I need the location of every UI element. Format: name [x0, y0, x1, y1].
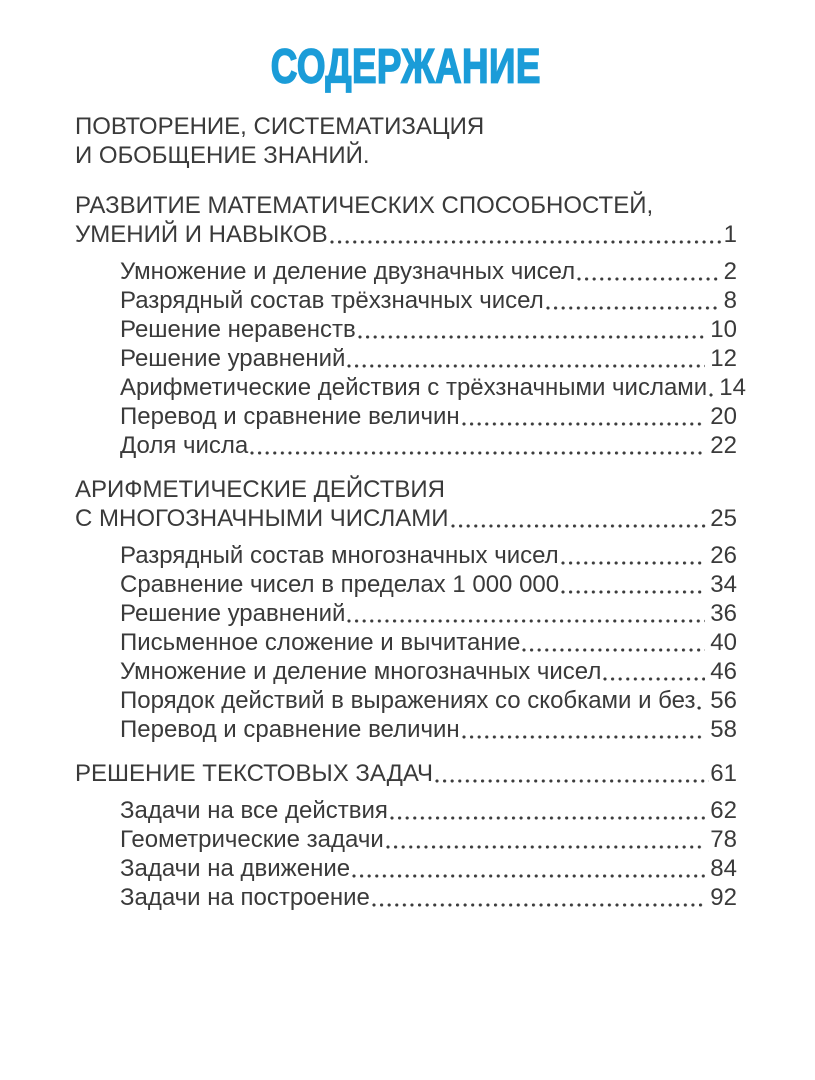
toc-entry: [75, 570, 737, 599]
section-page-number: 61: [710, 760, 737, 787]
section-items: [75, 541, 737, 744]
toc-entry: [75, 599, 737, 628]
toc-section-intro: [75, 112, 737, 170]
toc-entry-page: 58: [710, 716, 737, 743]
toc-entry-page: 26: [710, 542, 737, 569]
toc-entry-label: Геометрические задачи: [120, 826, 384, 853]
dot-leader: [460, 715, 711, 744]
toc-entry-page: 34: [710, 571, 737, 598]
dot-leader: [433, 759, 710, 788]
section-items: [75, 257, 746, 460]
toc-entry-page: 10: [710, 316, 737, 343]
toc-entry-label: Порядок действий в выражениях со скобками и без: [120, 687, 696, 714]
toc-entry-page: 78: [710, 826, 737, 853]
toc-section-zadachi: [75, 759, 737, 912]
toc-entry: [75, 686, 737, 715]
dot-leader: [384, 825, 711, 854]
dot-leader: [544, 286, 724, 315]
toc-entry-label: Разрядный состав многозначных чисел: [120, 542, 559, 569]
toc-entry-label: Задачи на все действия: [120, 797, 388, 824]
section-heading-line: [75, 759, 737, 788]
dot-leader: [601, 657, 710, 686]
section-page-number: 25: [710, 505, 737, 532]
dot-leader: [328, 220, 724, 249]
dot-leader: [559, 570, 710, 599]
dot-leader: [559, 541, 711, 570]
toc-entry: [75, 657, 737, 686]
toc-entry: [75, 431, 737, 460]
section-heading-text: РАЗВИТИЕ МАТЕМАТИЧЕСКИХ СПОСОБНОСТЕЙ,: [75, 192, 654, 219]
dot-leader: [388, 796, 710, 825]
toc-entry: [75, 344, 737, 373]
toc-entry-label: Перевод и сравнение величин: [120, 716, 460, 743]
section-heading-text: С МНОГОЗНАЧНЫМИ ЧИСЛАМИ: [75, 505, 449, 532]
toc-entry-page: 12: [710, 345, 737, 372]
toc-section-razvitie: [75, 191, 746, 460]
dot-leader: [695, 686, 710, 715]
section-heading-text: И ОБОБЩЕНИЕ ЗНАНИЙ.: [75, 142, 370, 169]
toc-entry-page: 36: [710, 600, 737, 627]
toc-entry: [75, 854, 737, 883]
section-heading-line: [75, 141, 737, 170]
toc-entry-label: Умножение и деление двузначных чисел: [120, 258, 576, 285]
toc-entry-page: 22: [710, 432, 737, 459]
toc-entry-label: Доля числа: [120, 432, 249, 459]
toc-entry: [75, 541, 737, 570]
dot-leader: [345, 599, 710, 628]
dot-leader: [449, 504, 711, 533]
toc-entry-label: Сравнение чисел в пределах 1 000 000: [120, 571, 560, 598]
toc-entry-page: 14: [719, 374, 746, 401]
toc-entry-label: Умножение и деление многозначных чисел: [120, 658, 602, 685]
section-heading-text: АРИФМЕТИЧЕСКИЕ ДЕЙСТВИЯ: [75, 476, 445, 503]
toc-entry: [75, 883, 737, 912]
section-page-number: 1: [723, 221, 737, 248]
toc-entry-page: 40: [710, 629, 737, 656]
section-heading-text: УМЕНИЙ И НАВЫКОВ: [75, 221, 328, 248]
toc-entry-label: Решение уравнений: [120, 345, 346, 372]
toc-entry-label: Разрядный состав трёхзначных чисел: [120, 287, 544, 314]
toc-entry-label: Задачи на построение: [120, 884, 370, 911]
page-title-text: СОДЕРЖАНИЕ: [270, 38, 542, 94]
toc-entry-page: 84: [710, 855, 737, 882]
dot-leader: [350, 854, 710, 883]
dot-leader: [520, 628, 710, 657]
toc-entry-page: 8: [723, 287, 737, 314]
section-heading-line: [75, 191, 737, 220]
toc-section-arifmetika: [75, 475, 737, 744]
toc-entry-page: 20: [710, 403, 737, 430]
toc-entry-page: 46: [710, 658, 737, 685]
toc-entry-page: 62: [710, 797, 737, 824]
toc-entry: [75, 257, 737, 286]
section-heading-line: [75, 475, 737, 504]
toc-entry-page: 56: [710, 687, 737, 714]
toc-entry: [75, 825, 737, 854]
toc-entry: [75, 315, 737, 344]
toc-entry-label: Решение неравенств: [120, 316, 356, 343]
dot-leader: [248, 431, 710, 460]
section-heading-line: [75, 504, 737, 533]
section-heading-line: [75, 112, 737, 141]
dot-leader: [345, 344, 710, 373]
toc-entry-label: Задачи на движение: [120, 855, 351, 882]
section-items: [75, 796, 737, 912]
section-heading-line: [75, 220, 737, 249]
toc-entry-page: 2: [723, 258, 737, 285]
section-heading-text: ПОВТОРЕНИЕ, СИСТЕМАТИЗАЦИЯ: [75, 113, 485, 140]
dot-leader: [460, 402, 711, 431]
toc-entry-label: Решение уравнений: [120, 600, 346, 627]
toc-entry: [75, 628, 737, 657]
toc-entry: [75, 715, 737, 744]
toc-entry-label: Письменное сложение и вычитание: [120, 629, 521, 656]
toc-entry: [75, 402, 737, 431]
toc-entry-label: Перевод и сравнение величин: [120, 403, 460, 430]
dot-leader: [356, 315, 711, 344]
dot-leader: [707, 373, 719, 402]
dot-leader: [370, 883, 710, 912]
toc-entry-page: 92: [710, 884, 737, 911]
toc-entry-label: Арифметические действия с трёхзначными числами: [120, 374, 708, 401]
page-title: [75, 40, 737, 92]
section-heading-text: РЕШЕНИЕ ТЕКСТОВЫХ ЗАДАЧ: [75, 760, 434, 787]
toc-entry: [75, 373, 746, 402]
dot-leader: [575, 257, 723, 286]
toc-entry: [75, 286, 737, 315]
toc-entry: [75, 796, 737, 825]
